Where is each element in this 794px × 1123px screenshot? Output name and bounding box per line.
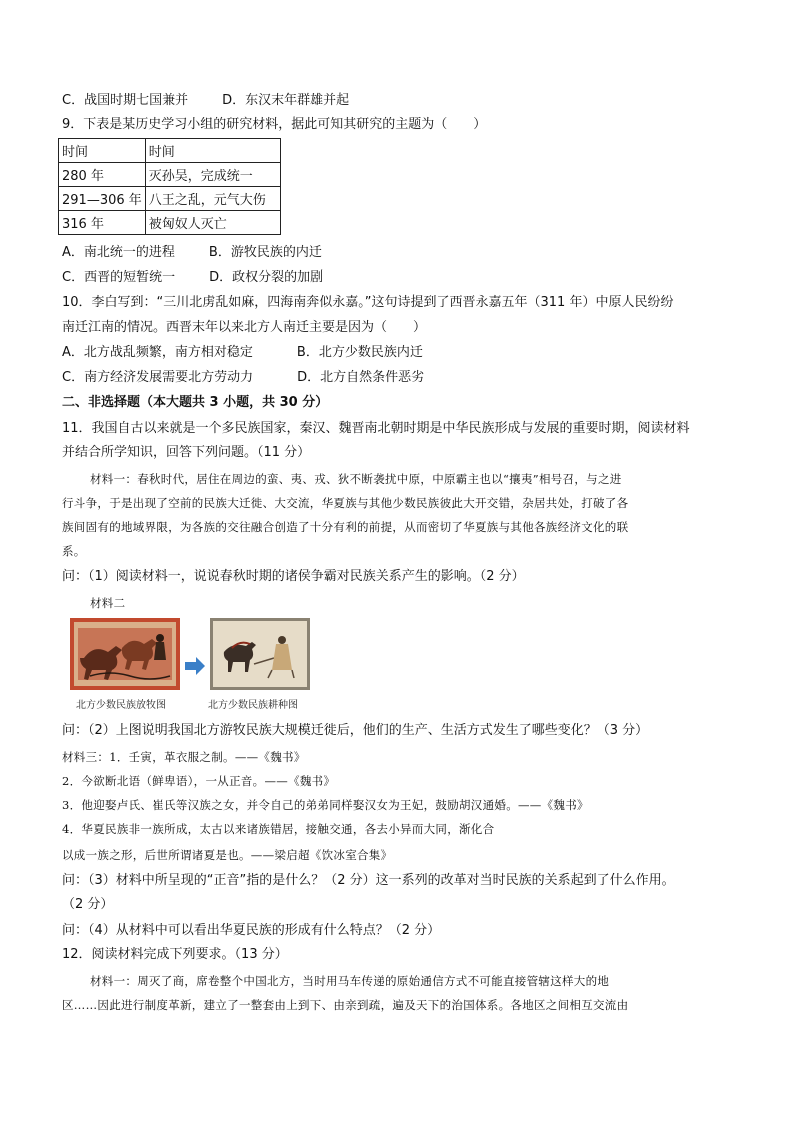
q9-option-b: B．游牧民族的内迁: [208, 245, 322, 260]
q11-material3-line2: 2．今欲断北语（鲜卑语），一从正音。——《魏书》: [62, 774, 336, 788]
q10-option-d: D．北方自然条件恶劣: [297, 370, 425, 385]
table-row: [59, 187, 281, 211]
q10-stem-line1: 10．李白写到：“三川北虏乱如麻，四海南奔似永嘉。”这句诗提到了西晋永嘉五年（311 年）中原人民纷纷: [62, 295, 674, 310]
q11-question3-line1: 问：（3）材料中所呈现的“正音”指的是什么？（2 分）这一系列的改革对当时民族的关系起到了什么作用。: [62, 873, 675, 888]
q11-question3-line2: （2 分）: [62, 897, 114, 912]
q11-material1-line2: 行斗争，于是出现了空前的民族大迁徙、大交流，华夏族与其他少数民族彼此大开交错，杂居共处，打破了各: [62, 496, 629, 510]
herding-painting-image: [70, 618, 180, 690]
q8-option-c: C．战国时期七国兼并: [62, 93, 189, 108]
farming-painting-image: [210, 618, 310, 690]
q12-material1-line1: 材料一：周灭了商，席卷整个中国北方，当时用马车传递的原始通信方式不可能直接管辖这样大的地: [90, 974, 610, 988]
q9-option-c: C．西晋的短暂统一: [62, 270, 176, 285]
q9-table: [58, 138, 281, 235]
q11-material3-line1: 材料三：1．壬寅，革衣服之制。——《魏书》: [62, 750, 306, 764]
q11-question4: 问：（4）从材料中可以看出华夏民族的形成有什么特点？（2 分）: [62, 923, 441, 938]
q10-options-ab: [62, 344, 423, 362]
q9-option-d: D．政权分裂的加剧: [209, 270, 324, 285]
q11-stem-line1: 11．我国自古以来就是一个多民族国家，秦汉、魏晋南北朝时期是中华民族形成与发展的重要时期，阅读材料: [62, 421, 690, 436]
q9-option-a: A．南北统一的进程: [62, 245, 175, 260]
q11-material1-line3: 族间固有的地域界限，为各族的交往融合创造了十分有利的前提，从而密切了华夏族与其他各族经济文化的联: [62, 520, 629, 534]
arrow-right-icon: [184, 656, 206, 676]
table-header-cell: 时间: [145, 139, 280, 163]
table-cell: 被匈奴人灭亡: [145, 211, 280, 235]
q11-material3-line5: 以成一族之形，后世所谓诸夏是也。——梁启超《饮冰室合集》: [62, 848, 393, 862]
table-header-row: [59, 139, 281, 163]
q12-material1-line2: 区……因此进行制度革新，建立了一整套由上到下、由亲到疏，遍及天下的治国体系。各地区之间相互交流由: [62, 998, 629, 1012]
q10-option-c: C．南方经济发展需要北方劳动力: [62, 370, 254, 385]
table-row: [59, 163, 281, 187]
q12-stem: 12．阅读材料完成下列要求。（13 分）: [62, 947, 288, 962]
q11-stem-line2: 并结合所学知识，回答下列问题。（11 分）: [62, 445, 311, 460]
q11-material1-line1: 材料一：春秋时代，居住在周边的蛮、夷、戎、狄不断袭扰中原，中原霸主也以“攘夷”相号召，与之进: [90, 472, 622, 486]
table-cell: 280 年: [59, 163, 146, 187]
q11-material1-line4: 系。: [62, 544, 86, 558]
table-cell: 灭孙吴，完成统一: [145, 163, 280, 187]
q9-options-ab: [62, 244, 322, 262]
q8-options-cd: [62, 92, 349, 110]
table-cell: 八王之乱，元气大伤: [145, 187, 280, 211]
table-row: [59, 211, 281, 235]
q10-option-b: B．北方少数民族内迁: [296, 345, 423, 360]
q11-material3-line4: 4．华夏民族非一族所成，太古以来诸族错居，接触交通，各去小异而大同，渐化合: [62, 822, 495, 836]
section-heading: 二、非选择题（本大题共 3 小题，共 30 分）: [62, 395, 329, 410]
q9-stem: 9．下表是某历史学习小组的研究材料，据此可知其研究的主题为（ ）: [62, 117, 487, 132]
q10-option-a: A．北方战乱频繁，南方相对稳定: [62, 345, 253, 360]
table-cell: 291—306 年: [59, 187, 146, 211]
q8-option-d: D．东汉末年群雄并起: [222, 93, 350, 108]
q9-options-cd: [62, 269, 323, 287]
q11-material3-line3: 3．他迎娶卢氏、崔氏等汉族之女，并令自己的弟弟同样娶汉女为王妃，鼓励胡汉通婚。——《魏书》: [62, 798, 589, 812]
q10-options-cd: [62, 369, 424, 387]
table-cell: 316 年: [59, 211, 146, 235]
q11-question2: 问：（2）上图说明我国北方游牧民族大规模迁徙后，他们的生产、生活方式发生了哪些变化？（3 分）: [62, 723, 649, 738]
q10-stem-line2: 南迁江南的情况。西晋末年以来北方人南迁主要是因为（ ）: [62, 320, 427, 335]
q11-question1: 问：（1）阅读材料一，说说春秋时期的诸侯争霸对民族关系产生的影响。（2 分）: [62, 569, 525, 584]
farming-painting-caption: 北方少数民族耕种图: [208, 700, 298, 711]
herding-painting-caption: 北方少数民族放牧图: [76, 700, 166, 711]
q11-material2-label: 材料二: [90, 596, 126, 610]
table-header-cell: 时间: [59, 139, 146, 163]
